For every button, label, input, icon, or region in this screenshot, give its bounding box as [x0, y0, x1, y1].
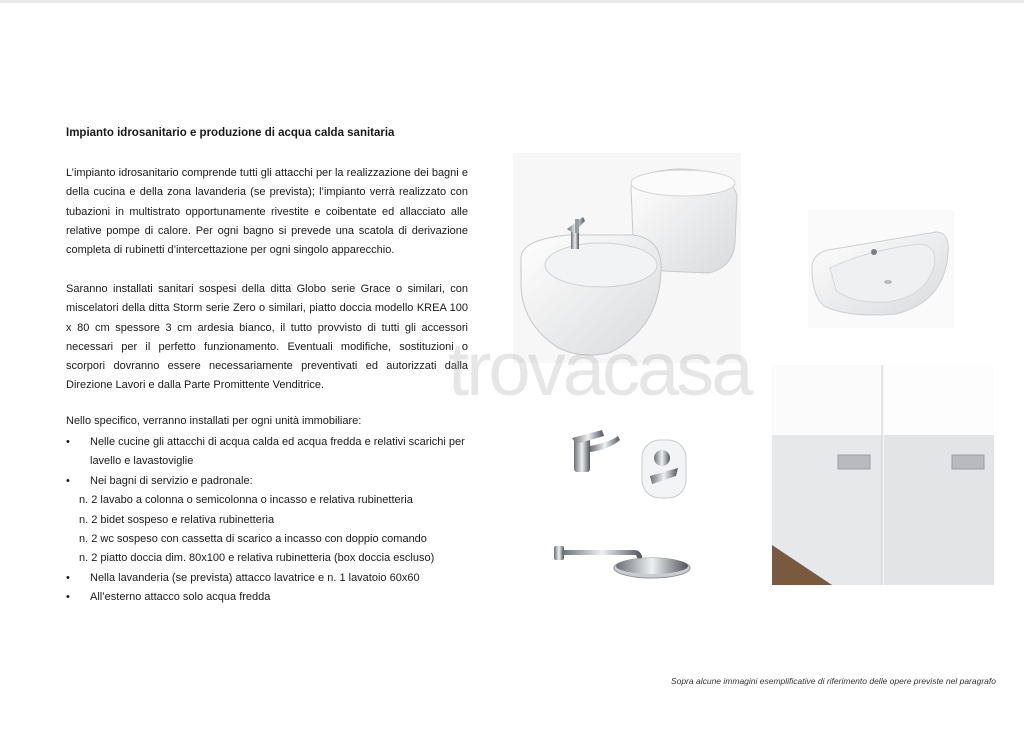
- top-border: [0, 0, 1024, 3]
- paragraph-fixtures-description: Saranno installati sanitari sospesi della ditta Globo serie Grace o similari, con miscelatori della ditta Storm serie Zero o similari, piatto doccia modello KREA 100 x 80 cm spessore 3 cm ardesia bianco, il tutto provvisto di tutti gli accessori necessari per il perfetto funzionamento. Eventuali modifiche, sostituzioni o scorpori dovranno essere necessariamente preventivati ed autorizzati dalla Direzione Lavori e dalla Parte Promittente Venditrice.: [66, 283, 468, 392]
- section-heading: Impianto idrosanitario e produzione di acqua calda sanitaria: [66, 127, 395, 139]
- bullet-icon: •: [66, 474, 70, 487]
- list-item-text: Nella lavanderia (se prevista) attacco lavatrice e n. 1 lavatoio 60x60: [90, 571, 420, 584]
- faucets-image: [562, 410, 694, 514]
- bullet-icon: •: [66, 436, 70, 448]
- sublist-item: n. 2 lavabo a colonna o semicolonna o incasso e relativa rubinetteria: [79, 494, 413, 507]
- image-caption: Sopra alcune immagini esemplificative di riferimento delle opere previste nel paragrafo: [670, 676, 996, 686]
- list-intro: Nello specifico, verranno installati per ogni unità immobiliare:: [66, 415, 362, 427]
- list-item-bathrooms: [66, 472, 476, 491]
- list-item-outdoor: [66, 588, 476, 607]
- shower-head-image: [554, 522, 696, 598]
- bullet-icon: •: [66, 571, 70, 584]
- watermark: trovacasa: [448, 327, 751, 412]
- shower-trays-image: [772, 365, 994, 585]
- list-item-text: All’esterno attacco solo acqua fredda: [90, 591, 271, 604]
- list-item-text: Nei bagni di servizio e padronale:: [90, 474, 253, 487]
- list-item-laundry: [66, 569, 476, 588]
- list-item-kitchen: [66, 433, 476, 472]
- paragraph-plumbing-description: L’impianto idrosanitario comprende tutti gli attacchi per la realizzazione dei bagni e della cucina e della zona lavanderia (se prevista); l’impianto verrà realizzato con tubazioni in multistrato opportunamente rivestite e coibentate ed allacciato alle relative pompe di calore. Per ogni bagno si prevede una scatola di derivazione completa di rubinetti d’intercettazione per ogni singolo apparecchio.: [66, 167, 468, 257]
- sublist-item: n. 2 wc sospeso con cassetta di scarico a incasso con doppio comando: [79, 533, 427, 546]
- fixtures-list: [66, 433, 476, 608]
- washbasin-image: [808, 210, 954, 328]
- sublist-item: n. 2 piatto doccia dim. 80x100 e relativa rubinetteria (box doccia escluso): [79, 552, 435, 565]
- bullet-icon: •: [66, 591, 70, 604]
- bidet-and-wc-image: [513, 153, 741, 363]
- sublist-item: n. 2 bidet sospeso e relativa rubinetteria: [79, 513, 275, 526]
- list-item-text: Nelle cucine gli attacchi di acqua calda ed acqua fredda e relativi scarichi per lavello e lavastoviglie: [90, 436, 465, 468]
